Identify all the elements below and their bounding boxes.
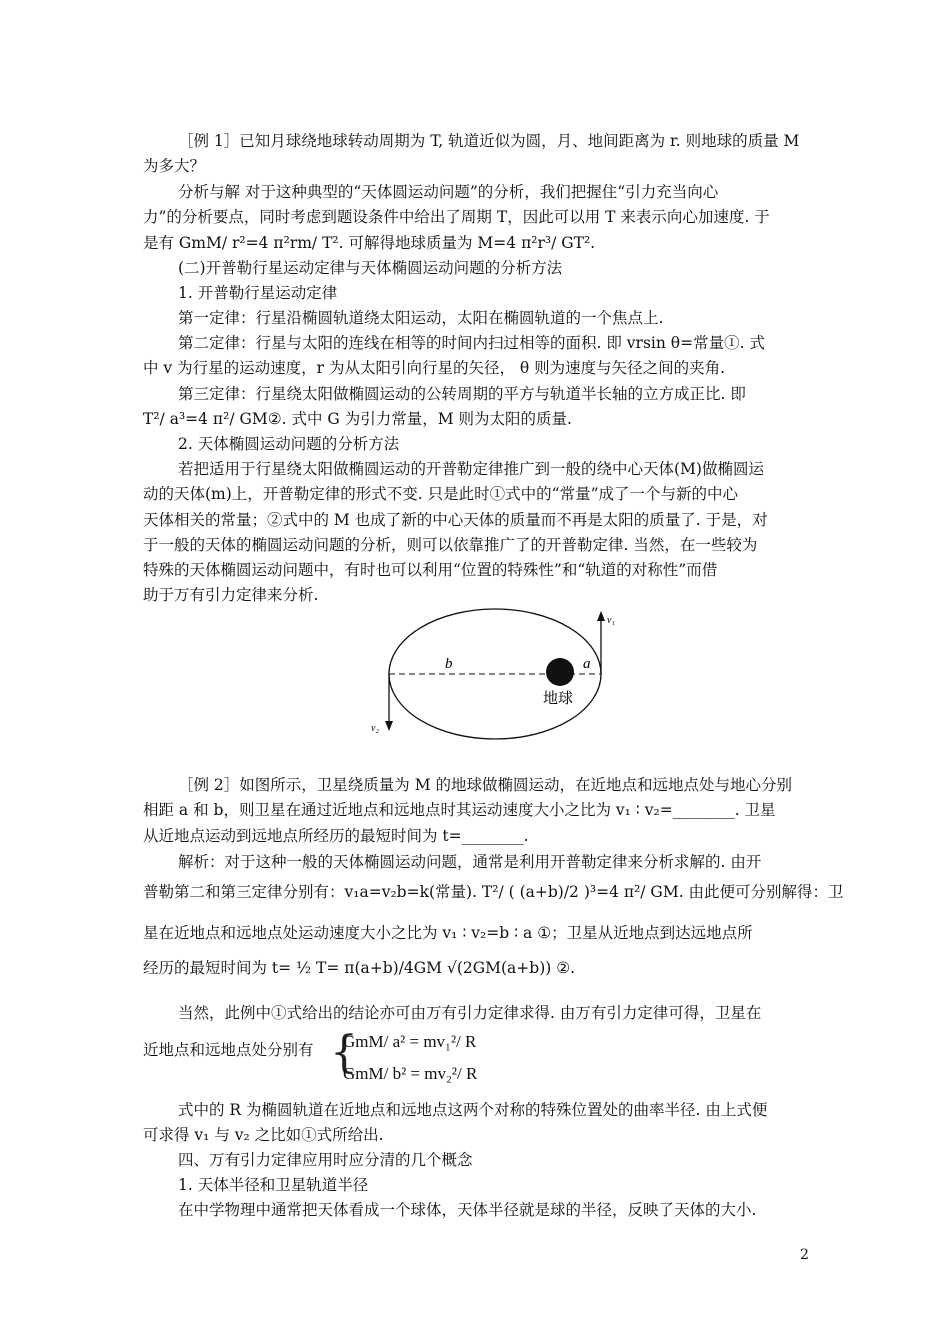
radius-line2: 可求得 v₁ 与 v₂ 之比如①式所给出. <box>143 1126 384 1144</box>
third-law-line2: T²/ a³=4 π²/ GM②. 式中 G 为引力常量，M 则为太阳的质量. <box>143 410 572 428</box>
solution-line4: 经历的最短时间为 t= ½ T= π(a+b)/4GM √(2GM(a+b)) ②. <box>143 959 576 977</box>
remark-line2: 近地点和远地点处分别有 <box>143 1041 314 1059</box>
subheading-ellipse-method: 2. 天体椭圆运动问题的分析方法 <box>178 435 400 453</box>
method-line2: 动的天体(m)上，开普勒定律的形式不变. 只是此时①式中的“常量”成了一个与新的中心 <box>143 485 738 503</box>
label-v1: v₁ <box>607 615 615 626</box>
analysis-line2: 力”的分析要点，同时考虑到题设条件中给出了周期 T，因此可以用 T 来表示向心加速度. 于 <box>143 208 770 226</box>
second-law-line2: 中 v 为行星的运动速度，r 为从太阳引向行星的矢径， θ 则为速度与矢径之间的夹角. <box>143 359 726 377</box>
example2-line3: 从近地点运动到远地点所经历的最短时间为 t=________. <box>143 827 529 845</box>
label-b: b <box>445 656 453 672</box>
radius-line1: 式中的 R 为椭圆轨道在近地点和远地点这两个对称的特殊位置处的曲率半径. 由上式便 <box>178 1101 768 1119</box>
subheading-kepler-laws: 1. 开普勒行星运动定律 <box>178 284 338 302</box>
equation-brace: { <box>330 1027 358 1078</box>
equation-apogee: GmM/ b² = mv₂²/ R <box>343 1064 478 1083</box>
orbit-diagram <box>365 605 625 745</box>
method-line4: 于一般的天体的椭圆运动问题的分析，则可以依靠推广了的开普勒定律. 当然，在一些较为 <box>143 536 758 554</box>
page-number: 2 <box>800 1247 809 1263</box>
example1-line2: 为多大？ <box>143 157 206 175</box>
remark-line1: 当然，此例中①式给出的结论亦可由万有引力定律求得. 由万有引力定律可得，卫星在 <box>178 1004 762 1022</box>
label-a: a <box>583 656 591 672</box>
second-law-line1: 第二定律：行星与太阳的连线在相等的时间内扫过相等的面积. 即 vrsin θ=常量①. 式 <box>178 334 765 352</box>
example2-line2: 相距 a 和 b，则卫星在通过近地点和远地点时其运动速度大小之比为 v₁ ∶ v₂=________. 卫星 <box>143 801 776 819</box>
equation-perigee: GmM/ a² = mv₁²/ R <box>343 1032 477 1051</box>
method-line5: 特殊的天体椭圆运动问题中，有时也可以利用“位置的特殊性”和“轨道的对称性”而借 <box>143 561 718 579</box>
third-law-line1: 第三定律：行星绕太阳做椭圆运动的公转周期的平方与轨道半长轴的立方成正比. 即 <box>178 385 746 403</box>
method-line3: 天体相关的常量；②式中的 M 也成了新的中心天体的质量而不再是太阳的质量了. 于是，对 <box>143 511 768 529</box>
analysis-line1: 分析与解 对于这种典型的“天体圆运动问题”的分析，我们把握住“引力充当向心 <box>178 183 719 201</box>
v2-arrowhead <box>385 721 393 731</box>
analysis-line3: 是有 GmM/ r²=4 π²rm/ T². 可解得地球质量为 M=4 π²r³/ GT². <box>143 234 596 252</box>
solution-line2: 普勒第二和第三定律分别有：v₁a=v₂b=k(常量). T²/ ( (a+b)/2 )³=4 π²/ GM. 由此便可分别解得：卫 <box>143 883 844 901</box>
label-earth: 地球 <box>543 689 574 707</box>
method-line1: 若把适用于行星绕太阳做椭圆运动的开普勒定律推广到一般的绕中心天体(M)做椭圆运 <box>178 460 764 478</box>
earth-dot <box>546 658 574 686</box>
example2-line1: ［例 2］如图所示，卫星绕质量为 M 的地球做椭圆运动，在近地点和远地点处与地心分别 <box>178 776 793 794</box>
subheading-radius: 1. 天体半径和卫星轨道半径 <box>178 1176 369 1194</box>
solution-line1: 解析：对于这种一般的天体椭圆运动问题，通常是利用开普勒定律来分析求解的. 由开 <box>178 853 762 871</box>
section-heading-concepts: 四、万有引力定律应用时应分清的几个概念 <box>178 1151 473 1169</box>
concept-line1: 在中学物理中通常把天体看成一个球体，天体半径就是球的半径，反映了天体的大小. <box>178 1201 757 1219</box>
first-law: 第一定律：行星沿椭圆轨道绕太阳运动，太阳在椭圆轨道的一个焦点上. <box>178 309 664 327</box>
method-line6: 助于万有引力定律来分析. <box>143 586 319 604</box>
v1-arrowhead <box>597 611 605 621</box>
section-heading-kepler: (二)开普勒行星运动定律与天体椭圆运动问题的分析方法 <box>178 259 563 277</box>
solution-line3: 星在近地点和远地点处运动速度大小之比为 v₁ ∶ v₂=b ∶ a ①；卫星从近地点到达远地点所 <box>143 924 753 942</box>
example1-line1: ［例 1］已知月球绕地球转动周期为 T, 轨道近似为圆，月、地间距离为 r. 则地球的质量 M <box>178 132 800 150</box>
label-v2: v₂ <box>371 723 379 734</box>
